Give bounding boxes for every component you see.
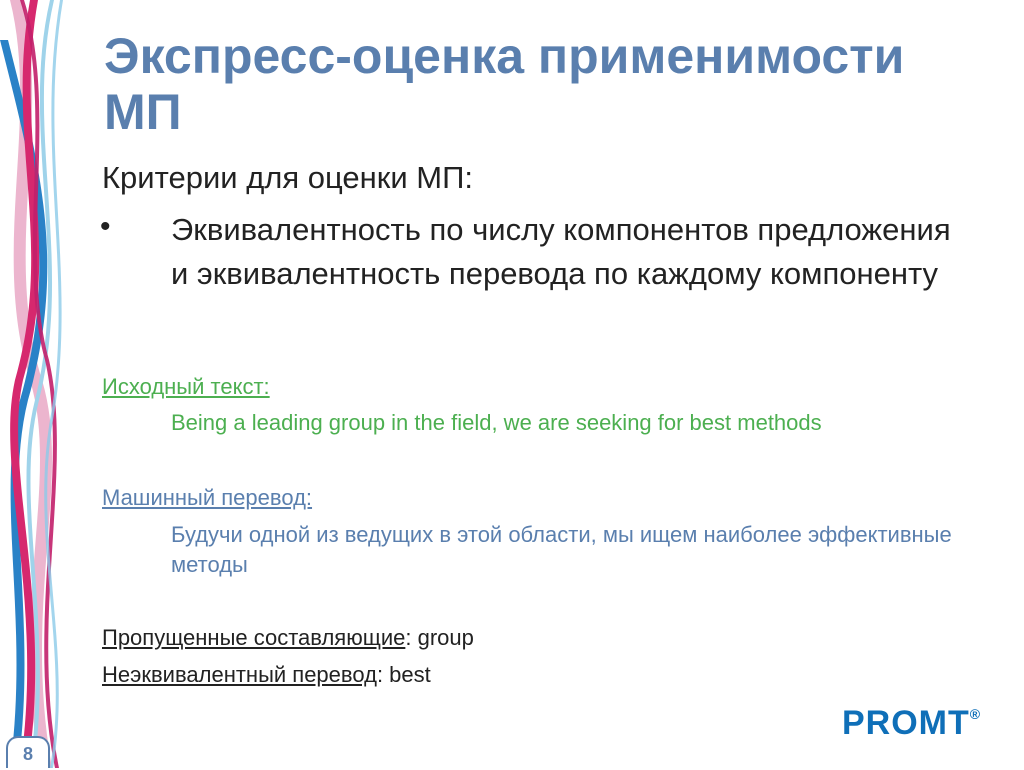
source-text-label: Исходный текст: bbox=[102, 374, 270, 399]
title-line-2: МП bbox=[104, 84, 182, 140]
bullet-text: Эквивалентность по числу компонентов предложения и эквивалентность перевода по каждому компоненту bbox=[171, 212, 951, 291]
registered-mark: ® bbox=[969, 706, 982, 722]
source-text: Being a leading group in the field, we are seeking for best methods bbox=[171, 410, 822, 435]
promt-logo bbox=[842, 704, 981, 743]
omitted-components-label: Пропущенные составляющие bbox=[102, 625, 406, 650]
promt-logo-text: PROMT bbox=[842, 704, 970, 742]
omitted-components-value: : group bbox=[405, 625, 474, 650]
page-number: 8 bbox=[6, 736, 50, 768]
machine-translation-label: Машинный перевод: bbox=[102, 485, 313, 510]
nonequivalent-translation-value: : best bbox=[376, 662, 431, 687]
criteria-heading: Критерии для оценки МП: bbox=[102, 160, 473, 195]
machine-translation-text: Будучи одной из ведущих в этой области, мы ищем наиболее эффективные методы bbox=[171, 522, 952, 577]
nonequivalent-translation bbox=[102, 662, 431, 688]
page-title bbox=[104, 28, 984, 140]
decorative-ribbons bbox=[0, 0, 90, 768]
nonequivalent-translation-label: Неэквивалентный перевод bbox=[102, 662, 377, 687]
title-line-1: Экспресс-оценка применимости bbox=[104, 28, 905, 84]
omitted-components bbox=[102, 625, 474, 651]
bullet-marker: • bbox=[100, 210, 111, 243]
